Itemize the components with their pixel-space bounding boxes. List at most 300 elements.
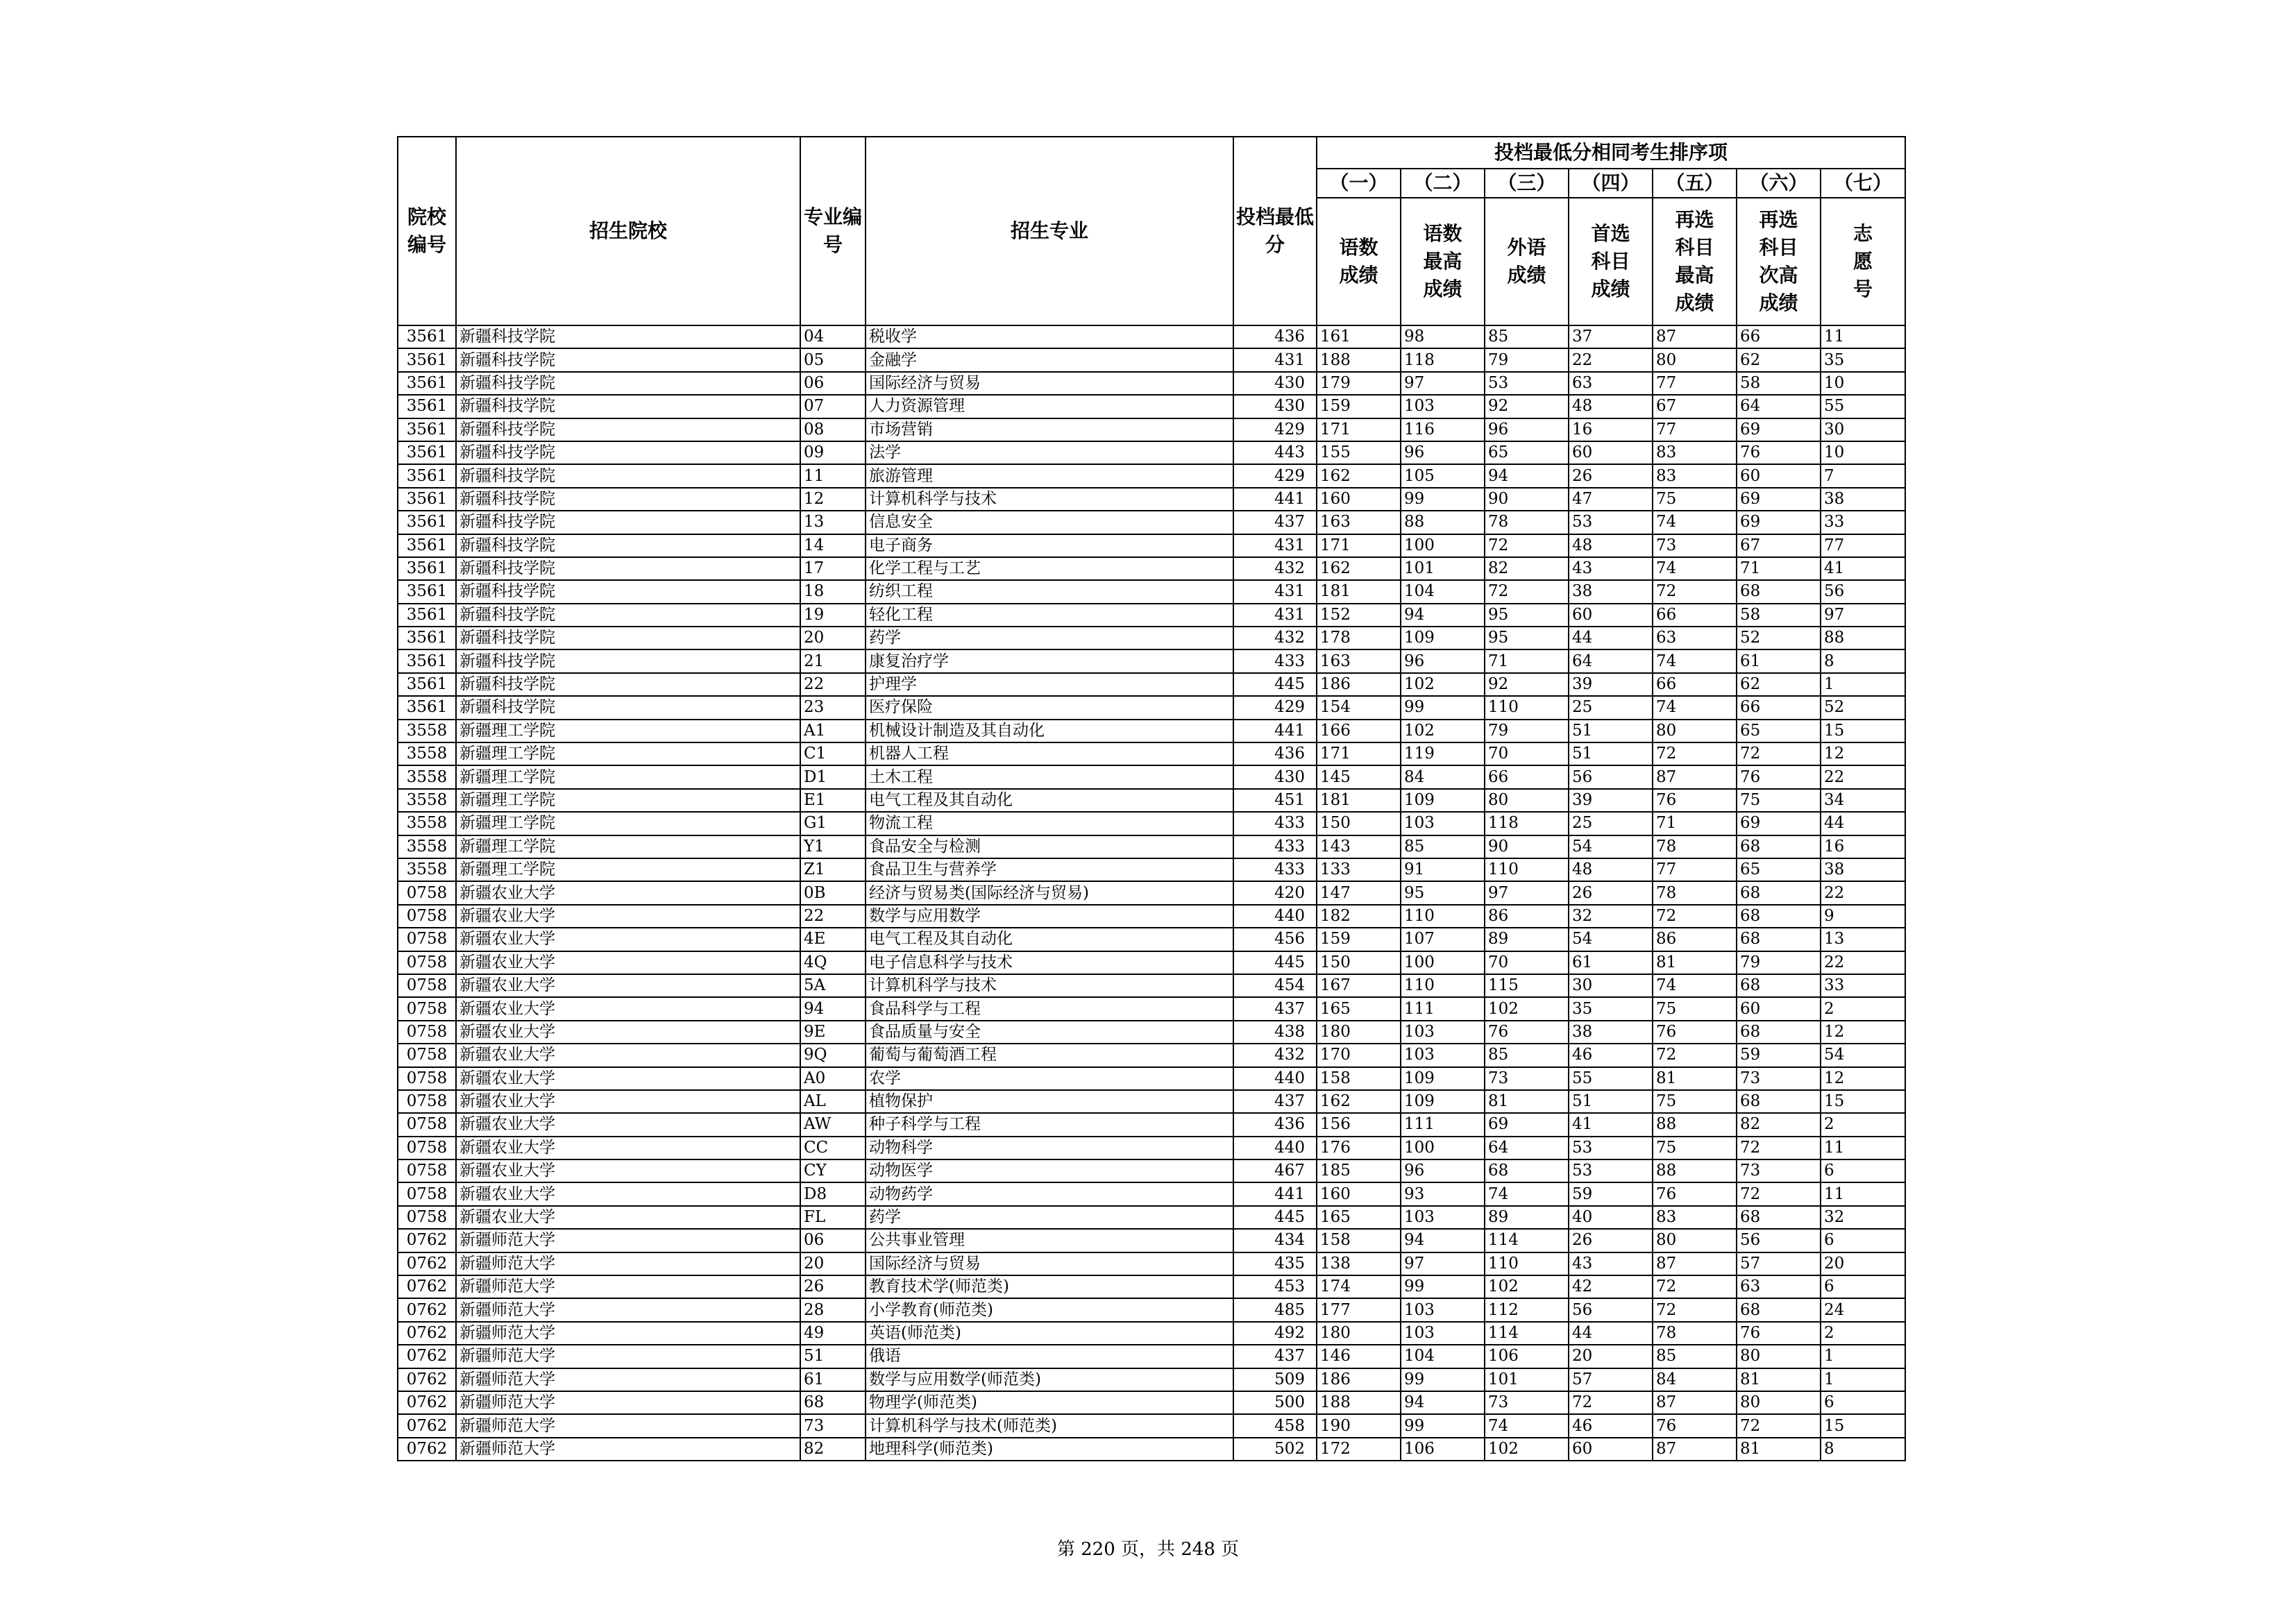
table-row xyxy=(398,789,1905,812)
cell-rank-6: 72 xyxy=(1737,1414,1821,1437)
cell-school-name: 新疆师范大学 xyxy=(456,1368,800,1391)
cell-rank-5: 81 xyxy=(1653,951,1737,974)
cell-major-name: 物理学(师范类) xyxy=(866,1391,1233,1414)
cell-major-code: 61 xyxy=(800,1368,866,1391)
cell-school-code: 3558 xyxy=(398,720,456,742)
cell-rank-5: 83 xyxy=(1653,464,1737,487)
cell-rank-2: 98 xyxy=(1401,325,1485,348)
cell-school-code: 0762 xyxy=(398,1252,456,1275)
cell-rank-6: 61 xyxy=(1737,649,1821,672)
cell-min-score: 431 xyxy=(1233,348,1317,371)
cell-school-code: 0758 xyxy=(398,881,456,904)
cell-rank-5: 73 xyxy=(1653,534,1737,557)
cell-rank-2: 103 xyxy=(1401,812,1485,835)
cell-major-code: AW xyxy=(800,1113,866,1136)
cell-rank-5: 87 xyxy=(1653,765,1737,788)
cell-major-name: 土木工程 xyxy=(866,765,1233,788)
cell-rank-4: 44 xyxy=(1569,627,1653,649)
cell-rank-1: 160 xyxy=(1317,488,1401,511)
cell-rank-1: 166 xyxy=(1317,720,1401,742)
cell-rank-7: 2 xyxy=(1821,1113,1905,1136)
cell-min-score: 509 xyxy=(1233,1368,1317,1391)
cell-rank-3: 79 xyxy=(1485,348,1569,371)
cell-school-code: 0762 xyxy=(398,1275,456,1298)
cell-major-code: 04 xyxy=(800,325,866,348)
cell-rank-4: 39 xyxy=(1569,789,1653,812)
cell-school-code: 0758 xyxy=(398,1090,456,1113)
cell-rank-1: 174 xyxy=(1317,1275,1401,1298)
cell-rank-3: 64 xyxy=(1485,1137,1569,1159)
cell-rank-6: 81 xyxy=(1737,1438,1821,1461)
cell-rank-3: 110 xyxy=(1485,858,1569,881)
cell-school-name: 新疆科技学院 xyxy=(456,557,800,580)
cell-min-score: 445 xyxy=(1233,951,1317,974)
cell-rank-3: 81 xyxy=(1485,1090,1569,1113)
cell-school-name: 新疆师范大学 xyxy=(456,1438,800,1461)
cell-school-name: 新疆理工学院 xyxy=(456,835,800,858)
cell-rank-3: 114 xyxy=(1485,1322,1569,1345)
cell-rank-4: 59 xyxy=(1569,1182,1653,1205)
cell-rank-3: 96 xyxy=(1485,418,1569,441)
cell-major-code: 20 xyxy=(800,627,866,649)
table-row xyxy=(398,1113,1905,1136)
cell-min-score: 492 xyxy=(1233,1322,1317,1345)
cell-school-code: 0758 xyxy=(398,1159,456,1182)
cell-min-score: 440 xyxy=(1233,905,1317,928)
cell-school-code: 3558 xyxy=(398,812,456,835)
header-rank-item-7: 志愿号 xyxy=(1821,198,1905,325)
cell-rank-6: 66 xyxy=(1737,325,1821,348)
cell-rank-1: 185 xyxy=(1317,1159,1401,1182)
cell-major-name: 公共事业管理 xyxy=(866,1229,1233,1252)
cell-rank-6: 56 xyxy=(1737,1229,1821,1252)
cell-school-code: 0758 xyxy=(398,1206,456,1229)
cell-major-code: 21 xyxy=(800,649,866,672)
cell-rank-3: 70 xyxy=(1485,951,1569,974)
cell-major-code: A1 xyxy=(800,720,866,742)
cell-major-name: 轻化工程 xyxy=(866,604,1233,627)
cell-rank-4: 63 xyxy=(1569,372,1653,395)
cell-rank-6: 76 xyxy=(1737,1322,1821,1345)
cell-major-code: C1 xyxy=(800,742,866,765)
admission-score-table xyxy=(397,136,1906,1461)
cell-rank-5: 72 xyxy=(1653,1275,1737,1298)
cell-rank-6: 69 xyxy=(1737,488,1821,511)
cell-school-code: 0762 xyxy=(398,1298,456,1321)
table-row xyxy=(398,557,1905,580)
cell-rank-4: 32 xyxy=(1569,905,1653,928)
cell-major-name: 动物药学 xyxy=(866,1182,1233,1205)
cell-major-name: 计算机科学与技术 xyxy=(866,974,1233,997)
cell-school-name: 新疆理工学院 xyxy=(456,720,800,742)
cell-major-name: 药学 xyxy=(866,627,1233,649)
cell-rank-2: 96 xyxy=(1401,1159,1485,1182)
cell-rank-6: 64 xyxy=(1737,395,1821,418)
cell-rank-1: 181 xyxy=(1317,789,1401,812)
cell-rank-3: 102 xyxy=(1485,1438,1569,1461)
cell-rank-2: 99 xyxy=(1401,1275,1485,1298)
cell-major-code: 17 xyxy=(800,557,866,580)
cell-rank-4: 20 xyxy=(1569,1345,1653,1368)
cell-rank-3: 86 xyxy=(1485,905,1569,928)
header-rank-group: 投档最低分相同考生排序项 xyxy=(1317,137,1905,169)
cell-rank-5: 74 xyxy=(1653,696,1737,719)
table-row xyxy=(398,928,1905,951)
cell-major-name: 医疗保险 xyxy=(866,696,1233,719)
cell-school-code: 3561 xyxy=(398,696,456,719)
cell-rank-5: 74 xyxy=(1653,557,1737,580)
table-row xyxy=(398,1391,1905,1414)
cell-min-score: 432 xyxy=(1233,557,1317,580)
cell-major-code: 13 xyxy=(800,511,866,534)
cell-rank-6: 75 xyxy=(1737,789,1821,812)
cell-rank-5: 78 xyxy=(1653,881,1737,904)
cell-rank-4: 51 xyxy=(1569,1090,1653,1113)
cell-rank-5: 75 xyxy=(1653,1090,1737,1113)
cell-min-score: 436 xyxy=(1233,325,1317,348)
cell-min-score: 431 xyxy=(1233,534,1317,557)
cell-min-score: 436 xyxy=(1233,742,1317,765)
table-row xyxy=(398,488,1905,511)
cell-rank-6: 68 xyxy=(1737,1090,1821,1113)
cell-min-score: 467 xyxy=(1233,1159,1317,1182)
table-row xyxy=(398,1275,1905,1298)
cell-rank-4: 46 xyxy=(1569,1414,1653,1437)
cell-school-code: 3561 xyxy=(398,673,456,696)
cell-rank-5: 75 xyxy=(1653,1137,1737,1159)
cell-min-score: 429 xyxy=(1233,418,1317,441)
cell-rank-1: 160 xyxy=(1317,1182,1401,1205)
cell-rank-6: 52 xyxy=(1737,627,1821,649)
cell-rank-1: 178 xyxy=(1317,627,1401,649)
header-rank-item-2: 语数最高成绩 xyxy=(1401,198,1485,325)
cell-rank-3: 85 xyxy=(1485,1044,1569,1067)
cell-rank-6: 62 xyxy=(1737,673,1821,696)
cell-rank-2: 97 xyxy=(1401,1252,1485,1275)
cell-school-code: 0762 xyxy=(398,1322,456,1345)
cell-school-code: 3561 xyxy=(398,580,456,603)
cell-rank-3: 90 xyxy=(1485,835,1569,858)
header-major: 招生专业 xyxy=(866,137,1233,325)
cell-min-score: 431 xyxy=(1233,604,1317,627)
cell-rank-7: 15 xyxy=(1821,1090,1905,1113)
cell-rank-6: 68 xyxy=(1737,974,1821,997)
cell-rank-5: 74 xyxy=(1653,974,1737,997)
cell-school-name: 新疆农业大学 xyxy=(456,951,800,974)
cell-rank-6: 67 xyxy=(1737,534,1821,557)
cell-min-score: 437 xyxy=(1233,997,1317,1020)
cell-major-code: G1 xyxy=(800,812,866,835)
cell-major-code: 73 xyxy=(800,1414,866,1437)
cell-major-code: 20 xyxy=(800,1252,866,1275)
cell-school-name: 新疆科技学院 xyxy=(456,649,800,672)
cell-rank-3: 94 xyxy=(1485,464,1569,487)
cell-rank-2: 99 xyxy=(1401,1368,1485,1391)
cell-rank-1: 165 xyxy=(1317,1206,1401,1229)
cell-school-code: 0758 xyxy=(398,1044,456,1067)
cell-rank-5: 72 xyxy=(1653,1298,1737,1321)
cell-major-name: 俄语 xyxy=(866,1345,1233,1368)
header-rank-item-4: 首选科目成绩 xyxy=(1569,198,1653,325)
table-body xyxy=(398,325,1905,1461)
cell-rank-3: 85 xyxy=(1485,325,1569,348)
cell-rank-7: 41 xyxy=(1821,557,1905,580)
cell-rank-4: 38 xyxy=(1569,580,1653,603)
cell-min-score: 436 xyxy=(1233,1113,1317,1136)
cell-major-name: 机械设计制造及其自动化 xyxy=(866,720,1233,742)
cell-school-name: 新疆科技学院 xyxy=(456,580,800,603)
cell-rank-3: 68 xyxy=(1485,1159,1569,1182)
cell-school-code: 0758 xyxy=(398,928,456,951)
cell-rank-1: 147 xyxy=(1317,881,1401,904)
header-school: 招生院校 xyxy=(456,137,800,325)
cell-rank-5: 75 xyxy=(1653,997,1737,1020)
table-row xyxy=(398,1206,1905,1229)
table-row xyxy=(398,372,1905,395)
cell-rank-1: 188 xyxy=(1317,348,1401,371)
cell-rank-4: 16 xyxy=(1569,418,1653,441)
table-row xyxy=(398,1137,1905,1159)
cell-rank-6: 69 xyxy=(1737,511,1821,534)
cell-major-name: 小学教育(师范类) xyxy=(866,1298,1233,1321)
cell-min-score: 429 xyxy=(1233,696,1317,719)
cell-rank-4: 44 xyxy=(1569,1322,1653,1345)
cell-rank-3: 92 xyxy=(1485,395,1569,418)
cell-rank-1: 145 xyxy=(1317,765,1401,788)
cell-rank-3: 112 xyxy=(1485,1298,1569,1321)
table-row xyxy=(398,1438,1905,1461)
cell-rank-3: 72 xyxy=(1485,534,1569,557)
cell-rank-3: 82 xyxy=(1485,557,1569,580)
cell-rank-1: 150 xyxy=(1317,812,1401,835)
cell-rank-5: 85 xyxy=(1653,1345,1737,1368)
cell-rank-2: 102 xyxy=(1401,673,1485,696)
cell-rank-6: 63 xyxy=(1737,1275,1821,1298)
cell-rank-3: 74 xyxy=(1485,1414,1569,1437)
cell-rank-2: 109 xyxy=(1401,1067,1485,1090)
cell-rank-5: 80 xyxy=(1653,720,1737,742)
cell-rank-4: 48 xyxy=(1569,395,1653,418)
cell-min-score: 445 xyxy=(1233,673,1317,696)
cell-school-code: 3561 xyxy=(398,441,456,464)
cell-rank-4: 54 xyxy=(1569,835,1653,858)
cell-rank-7: 1 xyxy=(1821,1368,1905,1391)
cell-rank-5: 83 xyxy=(1653,1206,1737,1229)
cell-rank-3: 71 xyxy=(1485,649,1569,672)
cell-rank-4: 35 xyxy=(1569,997,1653,1020)
cell-school-code: 0762 xyxy=(398,1345,456,1368)
table-row xyxy=(398,1368,1905,1391)
cell-school-code: 0762 xyxy=(398,1438,456,1461)
cell-school-name: 新疆师范大学 xyxy=(456,1345,800,1368)
cell-rank-5: 67 xyxy=(1653,395,1737,418)
table-row xyxy=(398,835,1905,858)
cell-major-name: 国际经济与贸易 xyxy=(866,372,1233,395)
cell-rank-3: 53 xyxy=(1485,372,1569,395)
cell-rank-6: 79 xyxy=(1737,951,1821,974)
cell-rank-2: 109 xyxy=(1401,627,1485,649)
cell-school-name: 新疆科技学院 xyxy=(456,511,800,534)
cell-rank-2: 103 xyxy=(1401,395,1485,418)
cell-school-name: 新疆理工学院 xyxy=(456,765,800,788)
cell-rank-1: 162 xyxy=(1317,557,1401,580)
cell-major-code: 09 xyxy=(800,441,866,464)
cell-rank-5: 78 xyxy=(1653,1322,1737,1345)
cell-rank-7: 52 xyxy=(1821,696,1905,719)
cell-rank-4: 54 xyxy=(1569,928,1653,951)
cell-rank-3: 69 xyxy=(1485,1113,1569,1136)
cell-rank-6: 65 xyxy=(1737,720,1821,742)
cell-rank-4: 51 xyxy=(1569,742,1653,765)
cell-school-code: 0758 xyxy=(398,1182,456,1205)
cell-rank-7: 44 xyxy=(1821,812,1905,835)
cell-school-name: 新疆理工学院 xyxy=(456,858,800,881)
cell-major-name: 食品卫生与营养学 xyxy=(866,858,1233,881)
cell-rank-4: 30 xyxy=(1569,974,1653,997)
cell-rank-2: 88 xyxy=(1401,511,1485,534)
cell-rank-6: 76 xyxy=(1737,765,1821,788)
cell-min-score: 430 xyxy=(1233,395,1317,418)
cell-rank-7: 13 xyxy=(1821,928,1905,951)
cell-rank-5: 74 xyxy=(1653,649,1737,672)
table-row xyxy=(398,905,1905,928)
cell-major-code: 51 xyxy=(800,1345,866,1368)
table-row xyxy=(398,720,1905,742)
cell-rank-7: 10 xyxy=(1821,372,1905,395)
cell-rank-4: 72 xyxy=(1569,1391,1653,1414)
header-min-score: 投档最低分 xyxy=(1233,137,1317,325)
table-row xyxy=(398,464,1905,487)
cell-rank-1: 180 xyxy=(1317,1021,1401,1044)
table-row xyxy=(398,997,1905,1020)
cell-rank-2: 110 xyxy=(1401,905,1485,928)
cell-school-code: 3561 xyxy=(398,325,456,348)
cell-rank-1: 186 xyxy=(1317,673,1401,696)
cell-major-name: 机器人工程 xyxy=(866,742,1233,765)
table-row xyxy=(398,649,1905,672)
cell-major-code: 9Q xyxy=(800,1044,866,1067)
cell-rank-7: 6 xyxy=(1821,1391,1905,1414)
cell-rank-6: 68 xyxy=(1737,580,1821,603)
cell-rank-4: 26 xyxy=(1569,881,1653,904)
cell-school-code: 0758 xyxy=(398,1137,456,1159)
table-row xyxy=(398,604,1905,627)
cell-school-name: 新疆科技学院 xyxy=(456,325,800,348)
table-row xyxy=(398,1159,1905,1182)
cell-min-score: 453 xyxy=(1233,1275,1317,1298)
cell-rank-3: 78 xyxy=(1485,511,1569,534)
cell-min-score: 437 xyxy=(1233,1345,1317,1368)
cell-rank-2: 101 xyxy=(1401,557,1485,580)
cell-major-name: 电气工程及其自动化 xyxy=(866,789,1233,812)
cell-major-name: 经济与贸易类(国际经济与贸易) xyxy=(866,881,1233,904)
table-row xyxy=(398,974,1905,997)
table-row xyxy=(398,1182,1905,1205)
cell-rank-5: 77 xyxy=(1653,418,1737,441)
cell-rank-4: 26 xyxy=(1569,1229,1653,1252)
cell-rank-4: 25 xyxy=(1569,812,1653,835)
cell-rank-6: 68 xyxy=(1737,835,1821,858)
cell-rank-4: 60 xyxy=(1569,441,1653,464)
cell-rank-7: 8 xyxy=(1821,1438,1905,1461)
cell-major-code: 49 xyxy=(800,1322,866,1345)
cell-rank-4: 60 xyxy=(1569,604,1653,627)
cell-school-name: 新疆科技学院 xyxy=(456,418,800,441)
cell-rank-4: 43 xyxy=(1569,1252,1653,1275)
cell-rank-7: 9 xyxy=(1821,905,1905,928)
cell-major-code: FL xyxy=(800,1206,866,1229)
cell-min-score: 434 xyxy=(1233,1229,1317,1252)
cell-rank-5: 75 xyxy=(1653,488,1737,511)
cell-school-name: 新疆农业大学 xyxy=(456,1159,800,1182)
cell-rank-5: 80 xyxy=(1653,1229,1737,1252)
cell-major-name: 物流工程 xyxy=(866,812,1233,835)
cell-rank-6: 80 xyxy=(1737,1345,1821,1368)
header-rank-num-1: （一） xyxy=(1317,169,1401,198)
cell-major-name: 动物医学 xyxy=(866,1159,1233,1182)
cell-rank-7: 1 xyxy=(1821,673,1905,696)
cell-rank-2: 100 xyxy=(1401,951,1485,974)
cell-rank-7: 11 xyxy=(1821,1182,1905,1205)
cell-major-name: 人力资源管理 xyxy=(866,395,1233,418)
cell-major-name: 植物保护 xyxy=(866,1090,1233,1113)
cell-school-name: 新疆师范大学 xyxy=(456,1391,800,1414)
cell-min-score: 451 xyxy=(1233,789,1317,812)
cell-school-name: 新疆师范大学 xyxy=(456,1414,800,1437)
cell-rank-6: 69 xyxy=(1737,812,1821,835)
table-header xyxy=(398,137,1905,325)
cell-major-code: 68 xyxy=(800,1391,866,1414)
cell-school-name: 新疆农业大学 xyxy=(456,1021,800,1044)
cell-school-code: 3561 xyxy=(398,372,456,395)
cell-rank-2: 118 xyxy=(1401,348,1485,371)
cell-rank-3: 73 xyxy=(1485,1391,1569,1414)
table-row xyxy=(398,1322,1905,1345)
cell-min-score: 458 xyxy=(1233,1414,1317,1437)
cell-rank-4: 40 xyxy=(1569,1206,1653,1229)
cell-rank-1: 162 xyxy=(1317,464,1401,487)
cell-rank-7: 34 xyxy=(1821,789,1905,812)
cell-major-name: 纺织工程 xyxy=(866,580,1233,603)
cell-rank-4: 56 xyxy=(1569,1298,1653,1321)
cell-rank-1: 170 xyxy=(1317,1044,1401,1067)
table-row xyxy=(398,1298,1905,1321)
cell-school-name: 新疆理工学院 xyxy=(456,812,800,835)
cell-major-name: 信息安全 xyxy=(866,511,1233,534)
cell-major-code: 28 xyxy=(800,1298,866,1321)
cell-school-name: 新疆科技学院 xyxy=(456,441,800,464)
cell-school-name: 新疆农业大学 xyxy=(456,1113,800,1136)
cell-school-code: 3561 xyxy=(398,627,456,649)
table-row xyxy=(398,1414,1905,1437)
cell-rank-1: 176 xyxy=(1317,1137,1401,1159)
cell-rank-7: 6 xyxy=(1821,1159,1905,1182)
cell-rank-7: 7 xyxy=(1821,464,1905,487)
cell-rank-7: 2 xyxy=(1821,1322,1905,1345)
cell-rank-2: 103 xyxy=(1401,1322,1485,1345)
cell-rank-4: 47 xyxy=(1569,488,1653,511)
cell-rank-4: 26 xyxy=(1569,464,1653,487)
cell-rank-4: 55 xyxy=(1569,1067,1653,1090)
cell-school-code: 3558 xyxy=(398,789,456,812)
cell-rank-4: 48 xyxy=(1569,534,1653,557)
table-row xyxy=(398,765,1905,788)
cell-major-name: 电子信息科学与技术 xyxy=(866,951,1233,974)
cell-rank-7: 8 xyxy=(1821,649,1905,672)
cell-rank-1: 182 xyxy=(1317,905,1401,928)
cell-rank-7: 1 xyxy=(1821,1345,1905,1368)
cell-major-name: 食品科学与工程 xyxy=(866,997,1233,1020)
